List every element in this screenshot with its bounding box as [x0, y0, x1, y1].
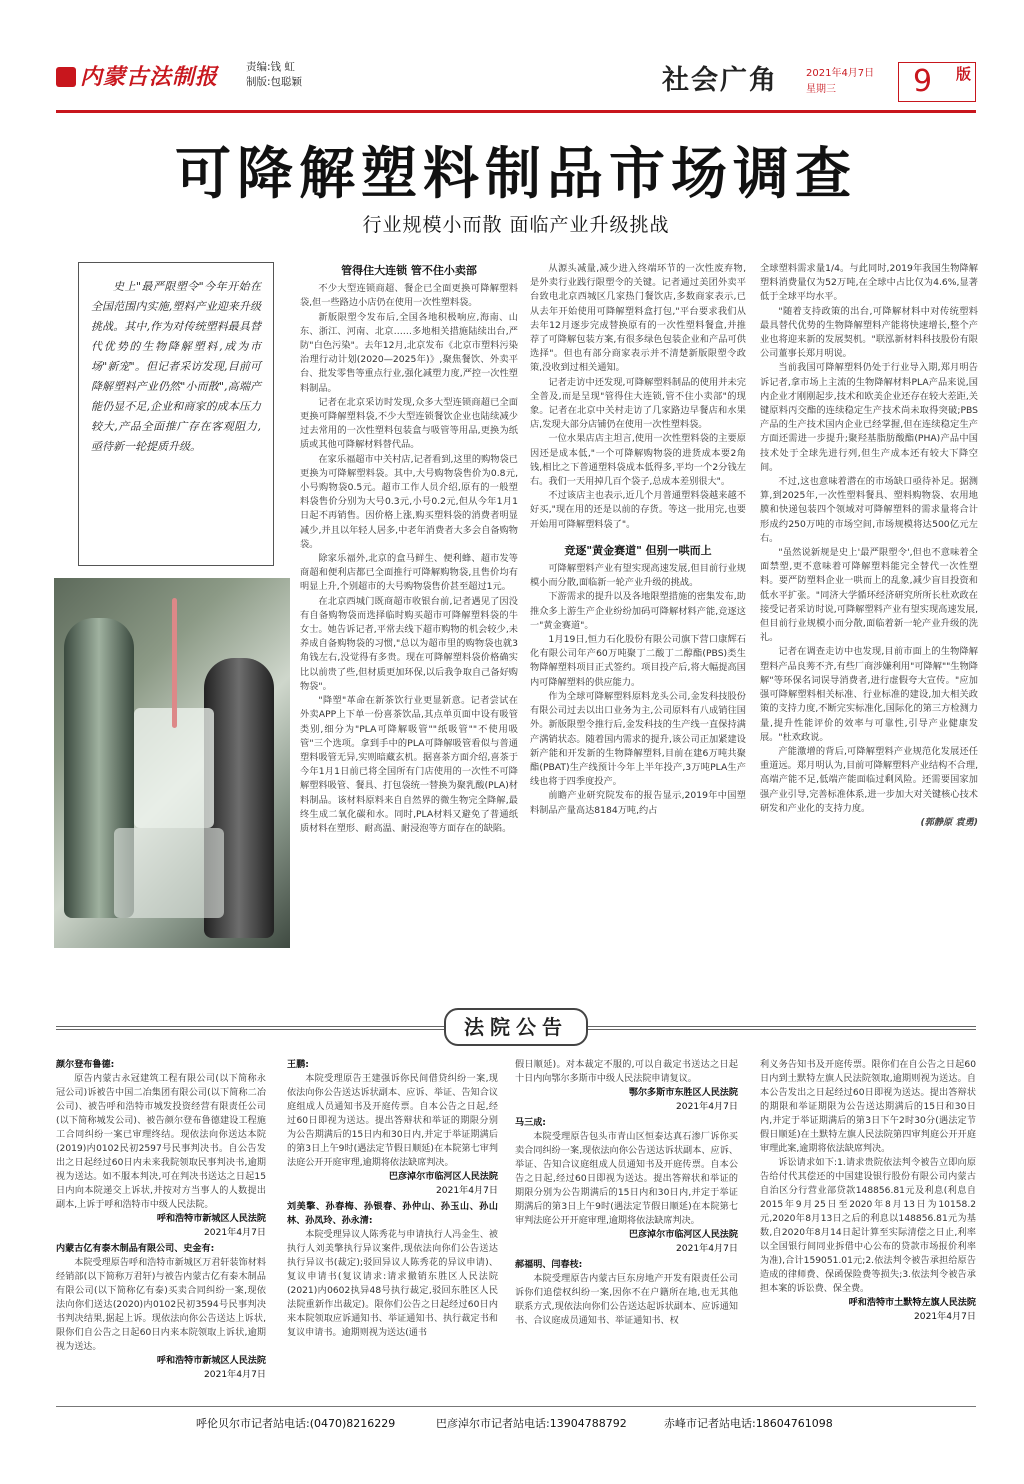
section-subtitle-1: 管得住大连锁 管不住小卖部	[341, 264, 477, 277]
notice-court-signature: 呼和浩特市土默特左旗人民法院	[848, 1298, 976, 1308]
notice-court-signature: 巴彦淖尔市临河区人民法院	[388, 1172, 498, 1182]
notice-body: 本院受理原告呼和浩特市新城区万君轩装饰材料经销部(以下简称万君轩)与被告内蒙古亿有泰木制品有限公司(以下简称亿有泰)买卖合同纠纷一案,现依法向你们送达(2020)内0102民初3594号民事判决书判决结果,据起上诉。现依法向你公告送达上诉状,限你们自公告之日起60日内来本院领取上诉状,逾期视为送达。	[56, 1258, 266, 1352]
issue-weekday: 星期三	[806, 84, 836, 95]
editor-credits	[246, 60, 302, 90]
paper-name: 内蒙古法制报	[80, 64, 219, 90]
masthead-rule	[56, 110, 976, 113]
notice-body: 本院受理原告包头市青山区恒泰达真石渗厂诉你买卖合同纠纷一案,现依法向你公告送达诉状副本、应诉、举证、告知合议庭组成人员通知书及开庭传票。自本公告之日起,经过60日即视为送达。提出答辩状和举证的期限分别为公告期满后的15日内和30日内,并定于举证期满后的第3日上午9时(遇法定节假日顺延)在本院第七审判法庭公开开庭审理,逾期将依法缺席判决。	[515, 1132, 738, 1226]
article-paragraph: 下游需求的提升以及各地限塑措施的密集发布,助推众多上游生产企业纷纷加码可降解材料产能,竞逐这一"黄金赛道"。	[530, 591, 746, 631]
notice-court-signature: 呼和浩特市新城区人民法院	[156, 1356, 266, 1366]
article-paragraph: 记者在调查走访中也发现,目前市面上的生物降解塑料产品良莠不齐,有些厂商涉嫌利用"可降解""生物降解"等环保名词误导消费者,进行虚假夸大宣传。"应加强可降解塑料相关标准、行业标准的建设,加大相关政策的支持力度,不断完实标准化,国际化的第三方检测力量,提升性能评价的效率与可靠性,引导产业健康发展。"杜欢政说。	[760, 646, 978, 743]
notice-court-signature: 呼和浩特市新城区人民法院	[156, 1214, 266, 1224]
notice-date: 2021年4月7日	[204, 1228, 266, 1238]
article-paragraph: 不少大型连锁商超、餐企已全面更换可降解塑料袋,但一些路边小店仍在使用一次性塑料袋。	[300, 283, 518, 309]
notice-court-signature: 巴彦淖尔市临河区人民法院	[628, 1230, 738, 1240]
notice-date: 2021年4月7日	[676, 1244, 738, 1254]
article-byline: (郭静原 袁勇)	[920, 816, 978, 828]
notice-date: 2021年4月7日	[914, 1312, 976, 1322]
editor-name: 责编:钱 虹	[246, 61, 295, 73]
page-number: 9	[913, 64, 933, 99]
newspaper-logo-icon	[56, 67, 76, 87]
article-paragraph: "降塑"革命在新茶饮行业更显新意。记者尝试在外卖APP上下单一份喜茶饮品,其点单页面中设有吸管类别,细分为"PLA可降解吸管""纸吸管""不使用吸管"三个选项。拿到手中的PLA可降解吸管看似与普通塑料吸管无异,实则暗藏玄机。据喜茶方面介绍,喜茶于今年1月1日前已将全国所有门店使用的一次性不可降解塑料吸管、餐具、打包袋统一替换为聚乳酸(PLA)材料制品。该材料原料来自自然界的微生物完全降解,最终生成二氧化碳和水。同时,PLA材料又避免了普通纸质材料在塑形、耐高温、耐浸泡等方面存在的缺陷。	[300, 695, 518, 834]
article-paragraph: 记者走访中还发现,可降解塑料制品的使用并未完全普及,而是呈现"管得住大连锁,管不住小卖部"的现象。记者在北京中关村走访了几家路边早餐店和水果店,发现大部分店铺仍在使用一次性塑料袋。	[530, 376, 746, 431]
issue-date-text: 2021年4月7日	[806, 68, 875, 79]
notice-addressee: 王鹏:	[287, 1060, 309, 1070]
notice-date: 2021年4月7日	[204, 1370, 266, 1380]
notice-column-3	[515, 1058, 738, 1328]
article-paragraph: 除家乐福外,北京的盒马鲜生、便利蜂、超市发等商超和便利店都已全面推行可降解购物袋,且售价均有明显上升,个别超市的大号购物袋售价甚至超过1元。	[300, 553, 518, 593]
article-paragraph: 在家乐福超市中关村店,记者看到,这里的购物袋已更换为可降解塑料袋。其中,大号购物袋售价为0.8元,小号购物袋0.5元。超市工作人员介绍,原有的一般塑料袋售价分别为大号0.3元,小号0.2元,但从今年1月1日起不再销售。因价格上涨,购买塑料袋的消费者明显减少,并且以年轻人居多,中老年消费者大多会自备购物袋。	[300, 453, 518, 550]
article-paragraph: 在北京西城门既商超市收银台前,记者遇见了因没有自备购物袋而选择临时购买超市可降解塑料袋的牛女士。她告诉记者,平常去线下超市购物的机会较少,未养成自备购物袋的习惯,"总以为超市里的购物袋也就3角钱左右,没觉得有多贵。现在可降解塑料袋价格确实比以前贵了些,但材质更加环保,以后我争取自己备好购物袋"。	[300, 595, 518, 692]
page-number-box	[898, 62, 976, 102]
masthead	[56, 58, 976, 110]
article-paragraph: 作为全球可降解塑料原料龙头公司,金发科技股份有限公司过去以出口业务为主,公司原料有八成销往国外。新版限塑令推行后,金发科技的生产线一直保持满产满销状态。随着国内需求的提升,该公司正加紧建设新产能和开发新的生物降解塑料,目前在建6万吨共聚酯(PBAT)生产线预计今年上半年投产,3万吨PLA生产线也将于四季度投产。	[530, 690, 746, 788]
page-footer	[56, 1406, 976, 1430]
article-column-3	[760, 262, 978, 830]
notice-column-2	[287, 1058, 498, 1340]
footer-phone-hulunbuir: 呼伦贝尔市记者站电话:(0470)8216229	[196, 1417, 396, 1430]
article-paragraph: 产能激增的背后,可降解塑料产业规范化发展还任重道远。郑月明认为,目前可降解塑料产业结构不合理,高端产能不足,低端产能面临过剩风险。还需要国家加强产业引导,完善标准体系,进一步加大对关键核心技术研发和产业化的支持力度。	[760, 745, 978, 814]
notice-court-signature: 鄂尔多斯市东胜区人民法院	[628, 1088, 738, 1098]
article-intro-box: 史上"最严限塑令"今年开始在全国范围内实施,塑料产业迎来升级挑战。其中,作为对传统塑料最具替代优势的生物降解塑料,成为市场"新宠"。但记者采访发现,目前可降解塑料产业仍然"小而散",高端产能仍显不足,企业和商家的成本压力较大,产品全面推广存在客观阻力,亟待新一轮提质升级。	[78, 262, 274, 566]
notice-body: 本院受理异议人陈秀花与申请执行人冯金生、被执行人刘美擎执行异议案件,现依法向你们公告送达执行异议书(裁定);驳回异议人陈秀花的异议申请)、复议申请书(复议请求:请求撤销东胜区人民法院(2021)内0602执异48号执行裁定,驳回东胜区人民法院重新作出裁定)。限你们公告之日起经过60日内来本院领取应诉通知书、举证通知书、执行裁定书和复议申请书。逾期则视为送达(通书	[287, 1230, 498, 1338]
notice-date: 2021年4月7日	[436, 1186, 498, 1196]
notice-column-4	[760, 1058, 976, 1326]
article-paragraph: 不过该店主也表示,近几个月普通塑料袋越来越不好买,"现在用的还是以前的存货。等这一批用完,也要开始用可降解塑料袋了"。	[530, 490, 746, 530]
notice-body: 本院受理原告内蒙古巨东房地产开发有限责任公司诉你们追偿权纠纷一案,因你不在户籍所在地,也无其他联系方式,现依法向你们公告送达起诉状副本、应诉通知书、合议庭成员通知书、举证通知书、权	[515, 1274, 738, 1326]
article-paragraph: 不过,这也意味着潜在的市场缺口亟待补足。据测算,到2025年,一次性塑料餐具、塑料购物袋、农用地膜和快递包装四个领域对可降解塑料的需求量将合计形成约250万吨的市场空间,市场规模将达500亿元左右。	[760, 476, 978, 544]
notice-date: 2021年4月7日	[676, 1102, 738, 1112]
article-paragraph: 全球塑料需求量1/4。与此同时,2019年我国生物降解塑料消费量仅为52万吨,在全球中占比仅为4.6%,显著低于全球平均水平。	[760, 263, 978, 303]
notice-body: 诉讼请求如下:1.请求贵院依法判令被告立即向原告给付代其偿还的中国建设银行股份有限公司内蒙古自治区分行营业部贷款148856.81元及利息(利息自2015年9月25日至2020年8月13日为10158.2元,2020年8月13日之后的利息以148856.81元为基数,自2020年8月14日起计算至实际清偿之日止,利率以全国银行间同业拆借中心公布的贷款市场报价利率为准),合计159051.01元;2.依法判令被告承担给原告造成的律师费、保函保险费等损失;3.依法判令被告承担本案的诉讼费、保全费。	[760, 1158, 976, 1294]
article-paragraph: 从源头减量,减少进入终端环节的一次性废弃物,是外卖行业践行限塑令的关键。记者通过美团外卖平台致电北京西城区几家热门餐饮店,多数商家表示,已从去年开始使用可降解塑料盒打包,"平台要求我们从去年12月逐步完成替换原有的一次性塑料餐盒,并推荐了可降解包装方案,有很多绿色包装企业和产品可供选择"。但也有部分商家表示并不清楚新版限塑令政策,没收到过相关通知。	[530, 263, 746, 374]
page-suffix: 版	[955, 65, 971, 83]
notice-column-1	[56, 1058, 266, 1384]
notice-addressee: 马三成:	[515, 1118, 546, 1128]
producer-name: 制版:包聪颖	[246, 76, 303, 88]
article-subheadline: 行业规模小而散 面临产业升级挑战	[362, 214, 670, 236]
section-subtitle-2: 竞逐"黄金赛道" 但别一哄而上	[564, 543, 712, 557]
notice-addressee: 颜尔登布鲁德:	[56, 1060, 115, 1070]
notice-body: 本院受理原告王建强诉你民间借贷纠纷一案,现依法向你公告送达诉状副本、应诉、举证、告知合议庭组成人员通知书及开庭传票。自本公告之日起,经过60日即视为送达。提出答辩状和举证的期限分别为公告期满后的15日内和30日内,并定于举证期满后的第3日上午9时(遇法定节假日顺延)在本院第七审判法庭公开开庭审理,逾期将依法缺席判决。	[287, 1074, 498, 1168]
notice-addressee: 内蒙古亿有泰木制品有限公司、史金有:	[56, 1244, 215, 1254]
article-paragraph: 一位水果店店主坦言,使用一次性塑料袋的主要原因还是成本低,"一个可降解购物袋的进货成本要2角钱,相比之下普通塑料袋成本低得多,平均一个2分钱左右。我们一天用掉几百个袋子,总成本差别很大"。	[530, 433, 746, 488]
issue-date	[806, 66, 874, 98]
notice-body: 假日顺延)。对本裁定不服的,可以自裁定书送达之日起十日内向鄂尔多斯市中级人民法院申请复议。	[515, 1060, 738, 1084]
newspaper-logo	[56, 60, 218, 91]
article-paragraph: 当前我国可降解塑料仍处于行业导入期,郑月明告诉记者,拿市场上主流的生物降解材料PLA产品来说,国内企业才刚刚起步,技术和欧美企业还存在较大差距,关键原料丙交酯的连续稳定生产技术尚未取得突破;PBS产品的生产技术国内企业已经掌握,但在连续稳定生产方面还需进一步提升;聚羟基脂肪酸酯(PHA)产品中国技术处于全球先进行列,但生产成本还有较大下降空间。	[760, 362, 978, 473]
article-photo	[54, 578, 290, 948]
article-paragraph: 可降解塑料产业有望实现高速发展,但目前行业规模小而分散,面临新一轮产业升级的挑战。	[530, 563, 746, 589]
article-paragraph: 1月19日,恒力石化股份有限公司旗下营口康辉石化有限公司年产60万吨聚丁二酸丁二醇酯(PBS)类生物降解塑料项目正式签约。项目投产后,将大幅提高国内可降解塑料的供应能力。	[530, 634, 746, 688]
article-column-1	[300, 262, 518, 836]
notice-body: 原告内蒙古永冠建筑工程有限公司(以下简称永冠公司)诉被告中国二冶集团有限公司(以下简称二冶公司)、被告呼和浩特市城发投资经营有限责任公司(以下简称城发公司)、被告颜尔登布鲁德建设工程施工合同纠纷一案已审理终结。现依法向你送达本院(2019)内0102民初2597号民事判决书。自公告发出之日起经过60日内未来我院领取民事判决书,逾期视为送达。如不服本判决,可在判决书送达之日起15日内向本院递交上诉状,并按对方当事人的人数提出副本,上诉于呼和浩特市中级人民法院。	[56, 1074, 266, 1210]
section-title: 社会广角	[662, 65, 778, 96]
court-notice-banner	[56, 1004, 976, 1044]
article-headline: 可降解塑料制品市场调查	[175, 142, 857, 207]
photo-cup-shape	[114, 828, 224, 918]
article-column-2	[530, 262, 746, 818]
court-notice-title: 法院公告	[444, 1008, 588, 1046]
photo-straw-shape	[172, 598, 177, 728]
footer-phone-bayannur: 巴彦淖尔市记者站电话:13904788792	[436, 1417, 627, 1430]
article-paragraph: 新版限塑令发布后,全国各地积极响应,海南、山东、浙江、河南、北京……多地相关措施陆续出台,严防"白色污染"。去年12月,北京发布《北京市塑料污染治理行动计划(2020—2025年)》,聚焦餐饮、外卖平台、批发零售等重点行业,强化减塑力度,严控一次性塑料制品。	[300, 311, 518, 394]
footer-phone-chifeng: 赤峰市记者站电话:18604761098	[664, 1417, 833, 1430]
notice-body: 利义务告知书及开庭传票。限你们在自公告之日起60日内到土默特左旗人民法院领取,逾期则视为送达。自本公告发出之日起经过60日即视为送达。提出答辩状的期限和举证期限为公告送达期满后的15日和30日内,并定于举证期满后的第3日下午2时30分(遇法定节假日顺延)在土默特左旗人民法院第四审判庭公开开庭审理此案,逾期将依法缺席判决。	[760, 1060, 976, 1154]
article-paragraph: "随着支持政策的出台,可降解材料中对传统塑料最具替代优势的生物降解塑料产能将快速增长,整个产业也将迎来新的发展契机。"联泓新材料科技股份有限公司董事长郑月明说。	[760, 305, 978, 360]
article-paragraph: 前瞻产业研究院发布的报告显示,2019年中国塑料制品产量高达8184万吨,约占	[530, 790, 746, 816]
notice-addressee: 郝福明、闫春枝:	[515, 1260, 583, 1270]
article-paragraph: "虽然说新规是史上'最严限塑令',但也不意味着全面禁塑,更不意味着可降解塑料能完全替代一次性塑料。要严防塑料企业一哄而上的乱象,减少盲目投资和低水平扩张。"同济大学循环经济研究所所长杜欢政在接受记者采访时说,可降解塑料产业有望实现高速发展,但目前行业规模小而分散,面临着新一轮产业升级的洗礼。	[760, 547, 978, 644]
article-paragraph: 记者在北京采访时发现,众多大型连锁商超已全面更换可降解塑料袋,不少大型连锁餐饮企业也陆续减少过去常用的一次性塑料包装盒与吸管等用品,更换为纸质或其他可降解材料替代品。	[300, 396, 518, 451]
notice-addressee: 刘美擎、孙春梅、孙银春、孙仲山、孙玉山、孙山林、孙凤玲、孙永清:	[287, 1202, 498, 1226]
